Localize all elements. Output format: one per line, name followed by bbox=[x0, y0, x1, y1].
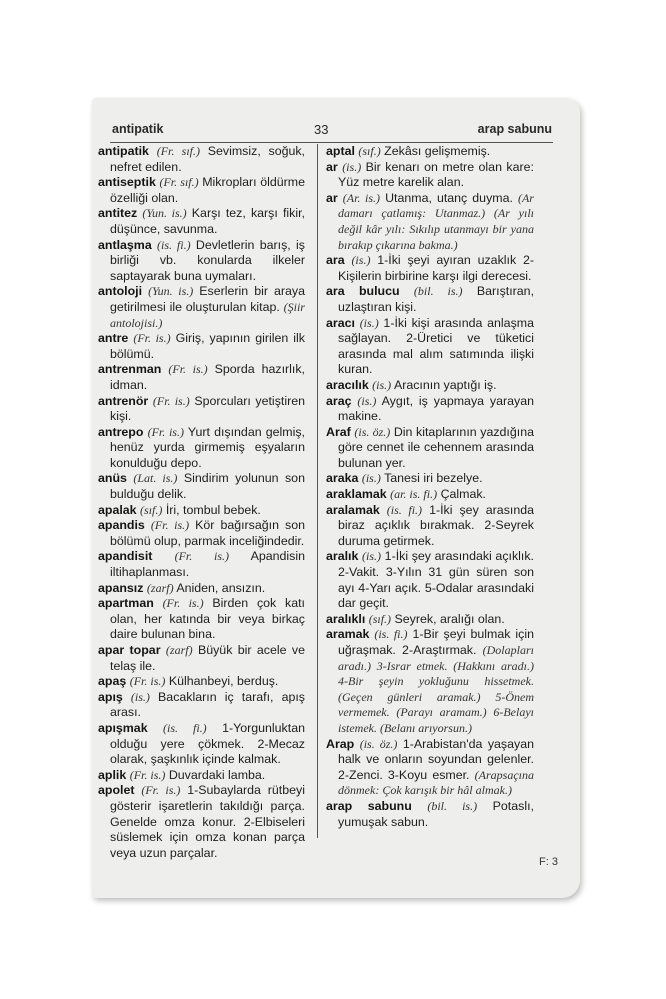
headword: antrepo bbox=[98, 424, 144, 439]
headword: antrenman bbox=[98, 362, 162, 377]
grammar-label: (Fr. is.) bbox=[147, 424, 184, 439]
grammar-label: (Fr. is.) bbox=[152, 393, 190, 408]
definition: 1-Bir şeyi bulmak için uğraşmak. 2-Araştırmak. bbox=[338, 627, 534, 657]
grammar-label: (is. fi.) bbox=[157, 237, 191, 252]
page-number: 33 bbox=[314, 122, 329, 137]
headword: apandisit bbox=[98, 549, 153, 564]
example: (Dolapları aradı.) 3-Israr etmek. (Hakkını aradı.) 4-Bir şeyin yokluğunu hissetmek. (Geçen günleri aramak.) 5-Önem vermemek. (Parayı aramam.) 6-Belayı istemek. (Belanı arıyorsun.) bbox=[338, 643, 534, 735]
grammar-label: (Fr. is.) bbox=[162, 596, 204, 611]
grammar-label: (is.) bbox=[351, 253, 371, 268]
dictionary-entry bbox=[98, 471, 305, 502]
definition: Bacakların iç tarafı, apış arası. bbox=[110, 689, 305, 720]
grammar-label: (bil. is.) bbox=[413, 284, 463, 299]
definition: Aygıt, iş yapmaya yarayan makine. bbox=[338, 393, 534, 424]
definition: Karşı tez, karşı fikir, düşünce, savunma. bbox=[110, 206, 305, 236]
dictionary-entry bbox=[98, 394, 305, 425]
grammar-label: (Fr. is.) bbox=[129, 767, 166, 782]
grammar-label: (Fr. is.) bbox=[150, 518, 190, 533]
grammar-label: (Lat. is.) bbox=[133, 471, 178, 486]
headword: araklamak bbox=[326, 487, 387, 502]
column-divider bbox=[317, 144, 318, 838]
dictionary-entry bbox=[326, 627, 534, 736]
headword: antoloji bbox=[98, 284, 143, 299]
grammar-label: (is. öz.) bbox=[354, 424, 391, 439]
grammar-label: (Fr. sıf.) bbox=[156, 144, 200, 158]
headword: aracı bbox=[326, 315, 355, 330]
grammar-label: (zarf) bbox=[146, 580, 174, 595]
dictionary-entry bbox=[98, 425, 305, 472]
dictionary-entry bbox=[98, 596, 305, 643]
headword: aralık bbox=[326, 549, 359, 564]
definition: Apandisin iltihaplanması. bbox=[110, 549, 305, 580]
headword: antiseptik bbox=[98, 175, 156, 190]
grammar-label: (is.) bbox=[357, 393, 377, 408]
definition: Sindirim yolunun son bulduğu delik. bbox=[110, 471, 305, 502]
left-column bbox=[98, 144, 305, 861]
dictionary-entry bbox=[98, 331, 305, 362]
dictionary-entry bbox=[326, 799, 534, 830]
grammar-label: (Fr. is.) bbox=[174, 549, 230, 564]
dictionary-entry bbox=[326, 378, 534, 394]
grammar-label: (Fr. is.) bbox=[168, 362, 208, 377]
definition: Mikropları öldürme özelliği olan. bbox=[110, 175, 305, 205]
definition: 1-Arabistan'da yaşayan halk ve onların soyundan gelenler. 2-Zenci. 3-Koyu esmer. bbox=[338, 736, 534, 782]
dictionary-entry bbox=[326, 471, 534, 487]
grammar-label: (is.) bbox=[361, 471, 381, 486]
headword: apartman bbox=[98, 596, 154, 611]
definition: 1-İki şey arasında biraz açıklık bırakmak. 2-Seyrek duruma getirmek. bbox=[338, 502, 535, 548]
dictionary-entry bbox=[98, 581, 305, 597]
definition: Duvardaki lamba. bbox=[168, 767, 266, 782]
grammar-label: (sıf.) bbox=[140, 502, 163, 517]
headword: araka bbox=[326, 471, 359, 486]
grammar-label: (is. fi.) bbox=[163, 720, 207, 735]
definition: Zekâsı gelişmemiş. bbox=[384, 144, 491, 158]
definition: Tanesi iri bezelye. bbox=[384, 471, 483, 486]
dictionary-entry bbox=[326, 191, 534, 253]
headword: Araf bbox=[326, 424, 351, 439]
definition: Potaslı, yumuşak sabun. bbox=[338, 798, 534, 829]
definition: Yurt dışından gelmiş, henüz yurda girmemiş eşyaların konulduğu depo. bbox=[110, 424, 305, 470]
headword: apaş bbox=[98, 674, 127, 689]
headword: aplik bbox=[98, 767, 127, 782]
definition: Sporda hazırlık, idman. bbox=[110, 362, 305, 392]
definition: Sporcuları yetiştiren kişi. bbox=[110, 393, 305, 424]
header-first-word: antipatik bbox=[112, 122, 164, 136]
dictionary-entry bbox=[326, 425, 534, 472]
header-rule bbox=[110, 142, 553, 143]
headword: apolet bbox=[98, 783, 135, 798]
headword: apandis bbox=[98, 518, 145, 533]
example: (Arapsaçına dönmek: Çok karışık bir hâl almak.) bbox=[338, 767, 534, 798]
dictionary-entry bbox=[326, 394, 534, 425]
definition: Eserlerin bir araya getirilmesi ile oluşturulan kitap. bbox=[110, 284, 305, 314]
definition: 1-İki kişi arasında anlaşma sağlayan. 2-Üretici ve tüketici arasında mal alım satımında ilişki kuran. bbox=[338, 315, 534, 377]
dictionary-entry bbox=[98, 284, 305, 331]
grammar-label: (sıf.) bbox=[368, 611, 392, 626]
definition: Birden çok katı olan, her katında bir veya birkaç daire bulunan bina. bbox=[110, 596, 305, 642]
headword: antitez bbox=[98, 206, 138, 221]
headword: aptal bbox=[326, 144, 355, 158]
definition: Seyrek, aralığı olan. bbox=[394, 611, 505, 626]
headword: aramak bbox=[326, 627, 370, 642]
dictionary-entry bbox=[98, 674, 305, 690]
grammar-label: (zarf) bbox=[165, 643, 193, 657]
headword: apalak bbox=[98, 502, 137, 517]
dictionary-entry bbox=[326, 284, 534, 315]
dictionary-entry bbox=[98, 362, 305, 393]
grammar-label: (Fr. is.) bbox=[141, 783, 181, 798]
headword: Arap bbox=[326, 736, 355, 751]
headword: apar topar bbox=[98, 643, 161, 657]
signature-mark: F: 3 bbox=[539, 856, 558, 868]
definition: 1-İki şeyi ayıran uzaklık 2-Kişilerin birbirine karşı ilgi derecesi. bbox=[338, 253, 534, 283]
headword: antipatik bbox=[98, 144, 149, 158]
grammar-label: (Yun. is.) bbox=[142, 206, 187, 221]
grammar-label: (sıf.) bbox=[358, 144, 381, 158]
grammar-label: (is.) bbox=[359, 315, 379, 330]
grammar-label: (is.) bbox=[362, 549, 382, 564]
definition: Aracının yaptığı iş. bbox=[393, 377, 497, 392]
headword: araç bbox=[326, 393, 352, 408]
grammar-label: (Ar. is.) bbox=[342, 190, 381, 205]
definition: Barıştıran, uzlaştıran kişi. bbox=[338, 284, 535, 314]
example: (Ar damarı çatlamış: Utanmaz.) (Ar yılı değil kâr yılı: Sıkılıp utanmayı bir yana bırakıp çıkarına bakma.) bbox=[338, 190, 534, 252]
definition: 1-Yorgunluktan olduğu yere çökmek. 2-Mecaz olarak, şaşkınlık içinde kalmak. bbox=[110, 720, 305, 767]
definition: 1-İki şey arasındaki açıklık. 2-Vakit. 3-Yılın 31 gün süren son ayı 4-Yarı açık. 5-Odalar arasındaki dar geçit. bbox=[338, 549, 534, 611]
dictionary-entry bbox=[98, 518, 305, 549]
definition: 1-Subaylarda rütbeyi gösterir işaretlerin takıldığı parça. Genelde omza konur. 2-Elbiseleri süslemek için omza konan parça veya uzun parçalar. bbox=[110, 783, 305, 860]
headword: ara bulucu bbox=[326, 284, 400, 299]
dictionary-entry bbox=[98, 721, 305, 768]
definition: Büyük bir acele ve telaş ile. bbox=[110, 643, 305, 673]
dictionary-page bbox=[92, 98, 580, 898]
grammar-label: (ar. is. fi.) bbox=[390, 487, 438, 502]
grammar-label: (is.) bbox=[342, 159, 362, 174]
definition: Utanma, utanç duyma. bbox=[385, 190, 513, 205]
dictionary-entry bbox=[326, 737, 534, 799]
grammar-label: (bil. is.) bbox=[427, 798, 478, 813]
headword: ar bbox=[326, 159, 338, 174]
headword: aralamak bbox=[326, 502, 380, 517]
grammar-label: (is. fi.) bbox=[374, 627, 408, 642]
headword: ar bbox=[326, 190, 338, 205]
example: (Şiir antolojisi.) bbox=[110, 299, 305, 330]
headword: ara bbox=[326, 253, 345, 268]
dictionary-entry bbox=[98, 144, 305, 175]
headword: apış bbox=[98, 689, 123, 704]
grammar-label: (is.) bbox=[372, 377, 392, 392]
headword: arap sabunu bbox=[326, 798, 412, 813]
grammar-label: (is. fi.) bbox=[386, 502, 423, 517]
dictionary-entry bbox=[98, 175, 305, 206]
dictionary-entry bbox=[326, 549, 534, 611]
dictionary-entry bbox=[98, 238, 305, 285]
grammar-label: (Yun. is.) bbox=[148, 284, 194, 299]
headword: antre bbox=[98, 331, 129, 346]
dictionary-entry bbox=[326, 487, 534, 503]
definition: İri, tombul bebek. bbox=[165, 502, 261, 517]
dictionary-entry bbox=[98, 549, 305, 580]
definition: Bir kenarı on metre olan kare: Yüz metre karelik alan. bbox=[338, 159, 534, 190]
grammar-label: (Fr. is.) bbox=[129, 674, 166, 689]
header-last-word: arap sabunu bbox=[477, 122, 552, 136]
definition: Sevimsiz, soğuk, nefret edilen. bbox=[110, 144, 306, 174]
dictionary-entry bbox=[326, 612, 534, 628]
grammar-label: (Fr. is.) bbox=[133, 331, 171, 346]
dictionary-entry bbox=[98, 503, 305, 519]
dictionary-entry bbox=[326, 316, 534, 378]
definition: Devletlerin barış, iş birliği vb. konularda ilkeler saptayarak buna uymaları. bbox=[110, 237, 305, 283]
definition: Giriş, yapının girilen ilk bölümü. bbox=[110, 331, 305, 361]
dictionary-entry bbox=[98, 783, 305, 861]
right-column bbox=[326, 144, 534, 830]
dictionary-entry bbox=[326, 160, 534, 191]
grammar-label: (is.) bbox=[130, 689, 150, 704]
headword: anüs bbox=[98, 471, 127, 486]
headword: antlaşma bbox=[98, 237, 152, 252]
page-header bbox=[112, 122, 552, 140]
definition: Din kitaplarının yazdığına göre cennet ile cehennem arasında bulunan yer. bbox=[338, 424, 534, 470]
dictionary-entry bbox=[98, 690, 305, 721]
headword: apansız bbox=[98, 580, 144, 595]
grammar-label: (Fr. sıf.) bbox=[159, 175, 199, 190]
dictionary-entry bbox=[98, 643, 305, 674]
definition: Kör bağırsağın son bölümü olup, parmak inceliğindedir. bbox=[110, 518, 305, 548]
dictionary-entry bbox=[98, 768, 305, 784]
dictionary-entry bbox=[326, 144, 534, 160]
dictionary-entry bbox=[98, 206, 305, 237]
headword: aralıklı bbox=[326, 611, 366, 626]
headword: antrenör bbox=[98, 393, 149, 408]
headword: aracılık bbox=[326, 377, 369, 392]
definition: Aniden, ansızın. bbox=[176, 580, 266, 595]
grammar-label: (is. öz.) bbox=[359, 736, 398, 751]
definition: Çalmak. bbox=[440, 487, 487, 502]
headword: apışmak bbox=[98, 720, 148, 735]
dictionary-entry bbox=[326, 253, 534, 284]
dictionary-entry bbox=[326, 503, 534, 550]
definition: Külhanbeyi, berduş. bbox=[168, 674, 279, 689]
